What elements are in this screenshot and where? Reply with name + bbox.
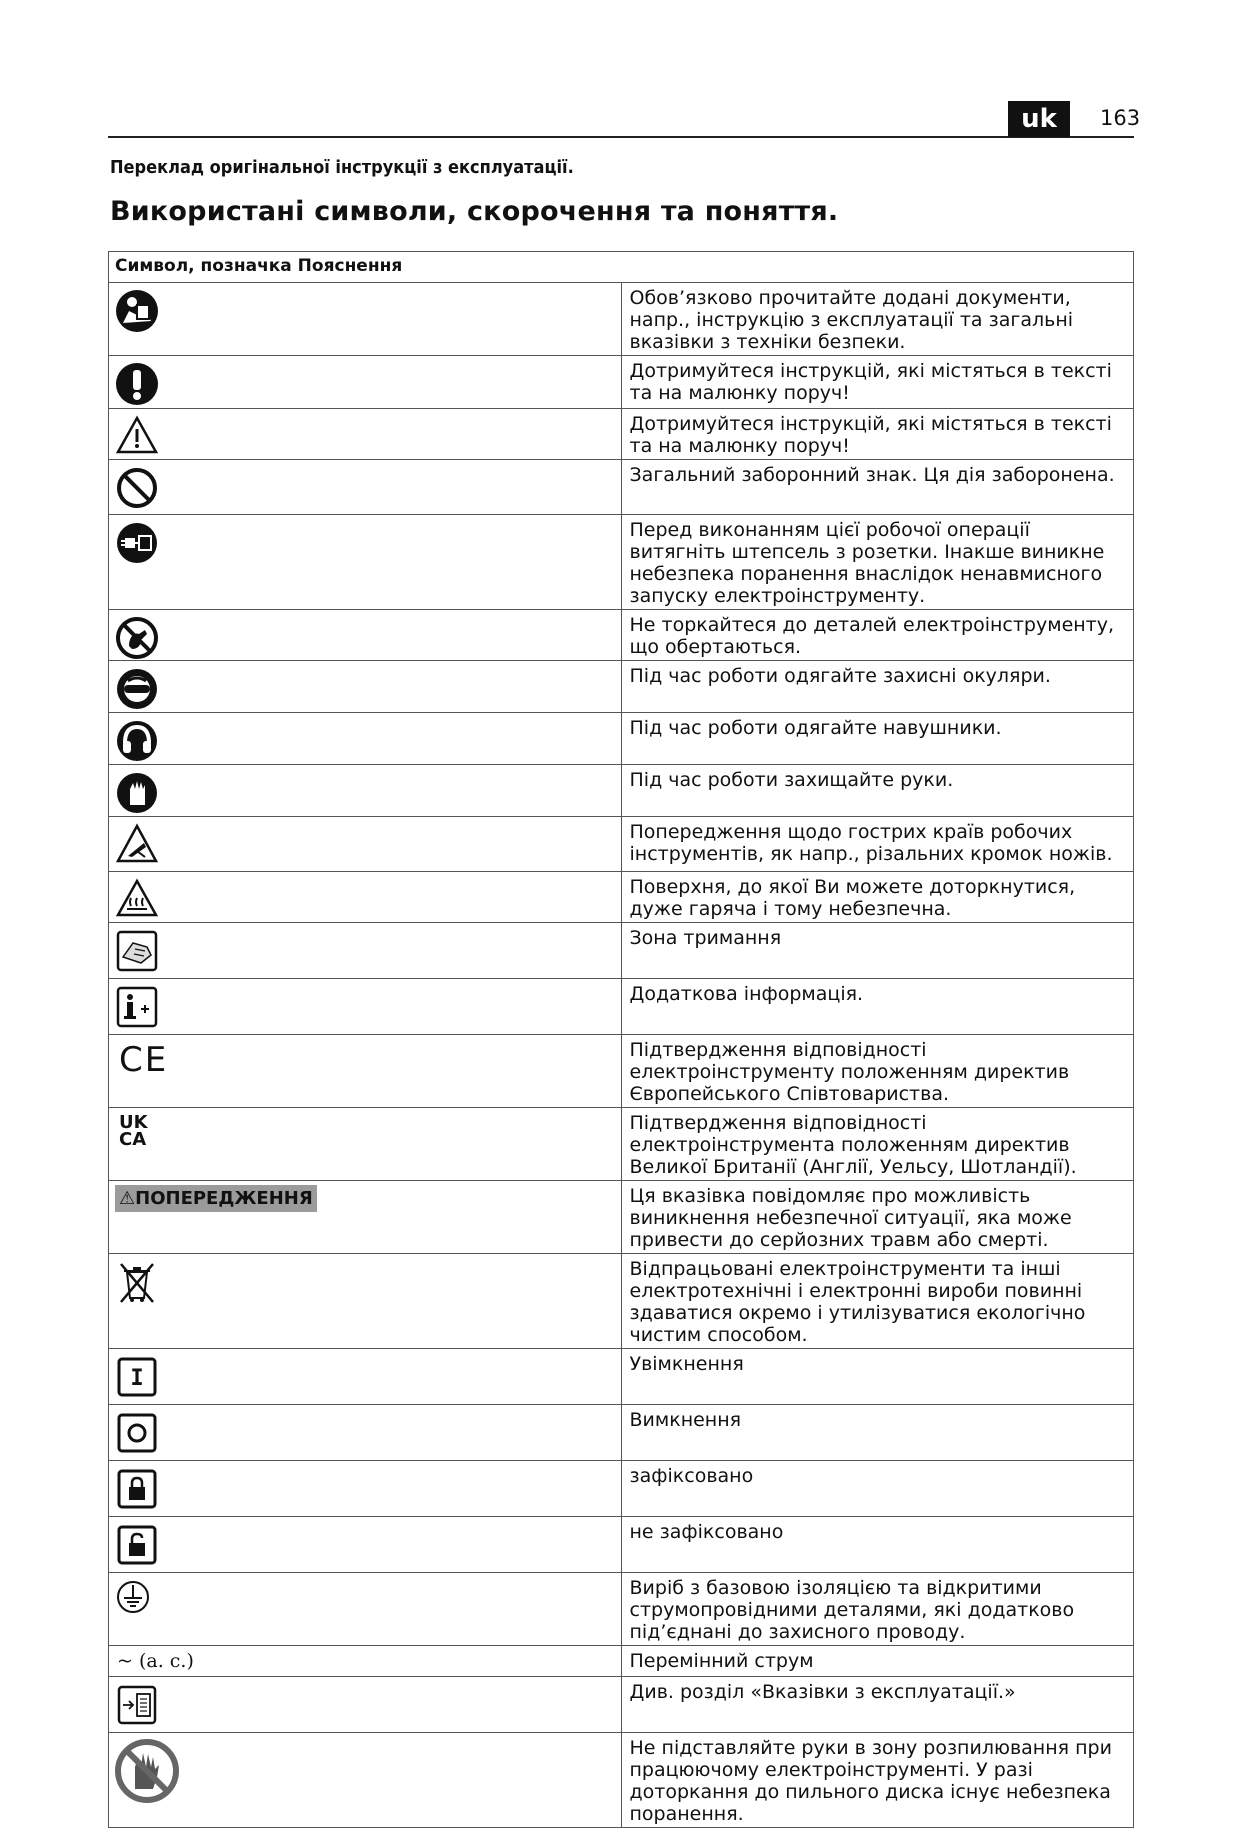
- prohibition-icon: [115, 466, 159, 510]
- row-text: Відпрацьовані електроінструменти та інші електротехнічні і електронні вироби повинні здаватися окремо і утилізуватися екологічно чистим способом.: [621, 1254, 1134, 1349]
- row-text: Під час роботи захищайте руки.: [621, 765, 1134, 817]
- row-text: Виріб з базовою ізоляцією та відкритими струмопровідними деталями, які додатково під’єднані до захисного проводу.: [621, 1573, 1134, 1646]
- table-row: [109, 765, 1134, 817]
- table-row: [109, 1035, 1134, 1108]
- symbols-table: [108, 251, 1134, 1828]
- table-row: [109, 1108, 1134, 1181]
- hot-surface-warning-icon: [115, 878, 159, 918]
- alternating-current-symbol: ~ (a. c.): [109, 1646, 622, 1677]
- language-badge: uk: [1008, 101, 1070, 137]
- unlocked-icon: [115, 1523, 159, 1567]
- table-row: [109, 515, 1134, 610]
- row-text: Зона тримання: [621, 923, 1134, 979]
- table-row: [109, 923, 1134, 979]
- table-row: [109, 409, 1134, 460]
- subtitle: Переклад оригінальної інструкції з експлуатації.: [110, 157, 574, 178]
- ear-protection-icon: [115, 719, 159, 763]
- row-text: Дотримуйтеся інструкцій, які містяться в тексті та на малюнку поруч!: [621, 409, 1134, 460]
- ukca-mark-icon: UK CA: [119, 1112, 148, 1150]
- table-row: [109, 872, 1134, 923]
- row-text: Ця вказівка повідомляє про можливість виникнення небезпечної ситуації, яка може привести до серйозних травм або смерті.: [621, 1181, 1134, 1254]
- no-hands-blade-icon: [115, 1739, 179, 1803]
- table-row: [109, 610, 1134, 661]
- safety-goggles-icon: [115, 667, 159, 711]
- sharp-edges-warning-icon: [115, 823, 159, 865]
- row-text: Не підставляйте руки в зону розпилювання при працюючому електроінструменті. У разі доторкання до пильного диска існує небезпека поранення.: [621, 1733, 1134, 1828]
- table-row: [109, 817, 1134, 872]
- table-row: [109, 1733, 1134, 1828]
- protective-gloves-icon: [115, 771, 159, 815]
- row-text: зафіксовано: [621, 1461, 1134, 1517]
- weee-bin-icon: [115, 1260, 159, 1306]
- row-text: Додаткова інформація.: [621, 979, 1134, 1035]
- row-text: Увімкнення: [621, 1349, 1134, 1405]
- grip-zone-icon: [115, 929, 159, 973]
- header-rule: [108, 136, 1134, 138]
- table-row: [109, 1646, 1134, 1677]
- row-text: Перед виконанням цієї робочої операції витягніть штепсель з розетки. Інакше виникне небезпека поранення внаслідок ненавмисного запуску електроінструменту.: [621, 515, 1134, 610]
- warning-label-text: ПОПЕРЕДЖЕННЯ: [135, 1188, 313, 1209]
- warning-triangle-icon: [115, 415, 159, 455]
- protective-earth-icon: [115, 1579, 151, 1615]
- row-text: Попередження щодо гострих країв робочих інструментів, як напр., різальних кромок ножів.: [621, 817, 1134, 872]
- table-row: [109, 1677, 1134, 1733]
- table-row: [109, 283, 1134, 356]
- table-row: [109, 1573, 1134, 1646]
- no-touch-rotating-icon: [115, 616, 159, 660]
- table-row: [109, 1349, 1134, 1405]
- row-text: Див. розділ «Вказівки з експлуатації.»: [621, 1677, 1134, 1733]
- row-text: Підтвердження відповідності електроінструменту положенням директив Європейського Співтовариства.: [621, 1035, 1134, 1108]
- locked-icon: [115, 1467, 159, 1511]
- row-text: Обов’язково прочитайте додані документи, напр., інструкцію з експлуатації та загальні вказівки з техніки безпеки.: [621, 283, 1134, 356]
- page-title: Використані символи, скорочення та поняття.: [110, 196, 839, 227]
- read-manual-icon: [115, 289, 159, 333]
- table-row: [109, 356, 1134, 409]
- table-header-row: [109, 252, 1134, 283]
- row-text: не зафіксовано: [621, 1517, 1134, 1573]
- table-row: [109, 661, 1134, 713]
- row-text: Підтвердження відповідності електроінструмента положенням директив Великої Британії (Англії, Уельсу, Шотландії).: [621, 1108, 1134, 1181]
- row-text: Загальний заборонний знак. Ця дія заборонена.: [621, 460, 1134, 515]
- page-number: 163: [1100, 106, 1141, 130]
- row-text: Дотримуйтеся інструкцій, які містяться в тексті та на малюнку поруч!: [621, 356, 1134, 409]
- table-row: [109, 1405, 1134, 1461]
- row-text: Під час роботи одягайте захисні окуляри.: [621, 661, 1134, 713]
- table-row: [109, 1461, 1134, 1517]
- see-section-icon: [115, 1683, 159, 1727]
- row-text: Вимкнення: [621, 1405, 1134, 1461]
- table-row: [109, 1181, 1134, 1254]
- row-text: Поверхня, до якої Ви можете доторкнутися, дуже гаряча і тому небезпечна.: [621, 872, 1134, 923]
- warning-label-icon: ⚠ПОПЕРЕДЖЕННЯ: [115, 1185, 317, 1212]
- ce-mark-icon: CE: [119, 1040, 169, 1080]
- switch-on-label: I: [130, 1366, 144, 1391]
- row-text: Перемінний струм: [621, 1646, 1134, 1677]
- mandatory-exclamation-icon: [115, 362, 159, 406]
- table-row: [109, 713, 1134, 765]
- table-row: [109, 1254, 1134, 1349]
- table-row: [109, 979, 1134, 1035]
- switch-off-icon: [115, 1411, 159, 1455]
- table-header: Символ, позначка Пояснення: [109, 252, 1134, 283]
- table-row: [109, 1517, 1134, 1573]
- row-text: Не торкайтеся до деталей електроінструменту, що обертаються.: [621, 610, 1134, 661]
- row-text: Під час роботи одягайте навушники.: [621, 713, 1134, 765]
- switch-on-icon: [115, 1355, 159, 1399]
- unplug-icon: [115, 521, 159, 565]
- additional-info-icon: [115, 985, 159, 1029]
- table-row: [109, 460, 1134, 515]
